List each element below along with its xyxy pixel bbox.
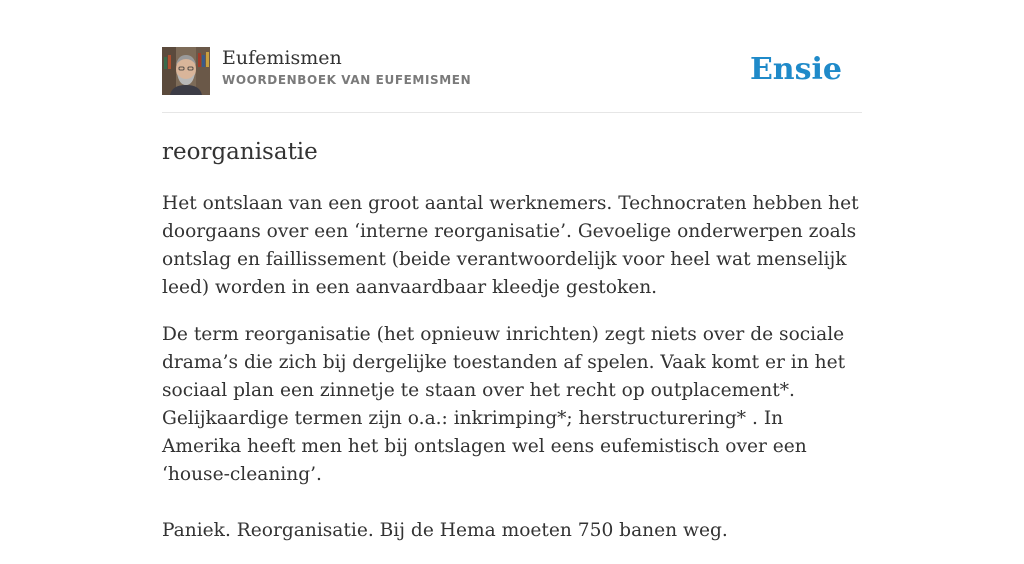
article-body — [162, 190, 862, 564]
page-container — [162, 0, 862, 541]
article-paragraph: Het ontslaan van een groot aantal werknemers. Technocraten hebben het doorgaans over een ‘interne reorganisatie’. Gevoelige onderwerpen zoals ontslag en faillissement (beide verantwoordelijk voor heel wat menselijk leed) worden in een aanvaardbaar kleedje gestoken. — [162, 193, 859, 298]
page-title: reorganisatie — [162, 139, 318, 165]
author-portrait-icon — [162, 47, 210, 95]
article-paragraph: De term reorganisatie (het opnieuw inrichten) zegt niets over de sociale drama’s die zich bij dergelijke toestanden af spelen. Vaak komt er in het sociaal plan een zinnetje te staan over het recht op outplacement*. Gelijkaardige termen zijn o.a.: inkrimping*; herstructurering* . In Amerika heeft men het bij ontslagen wel eens eufemistisch over een ‘house-cleaning’. — [162, 324, 846, 485]
ensie-logo[interactable]: Ensie — [749, 52, 842, 87]
header — [162, 0, 862, 113]
avatar[interactable] — [162, 47, 210, 95]
author-name[interactable]: Eufemismen — [222, 47, 342, 69]
article-paragraph: Paniek. Reorganisatie. Bij de Hema moeten 750 banen weg. — [162, 520, 728, 541]
author-subtitle[interactable]: WOORDENBOEK VAN EUFEMISMEN — [222, 73, 472, 87]
author-block — [222, 46, 471, 87]
